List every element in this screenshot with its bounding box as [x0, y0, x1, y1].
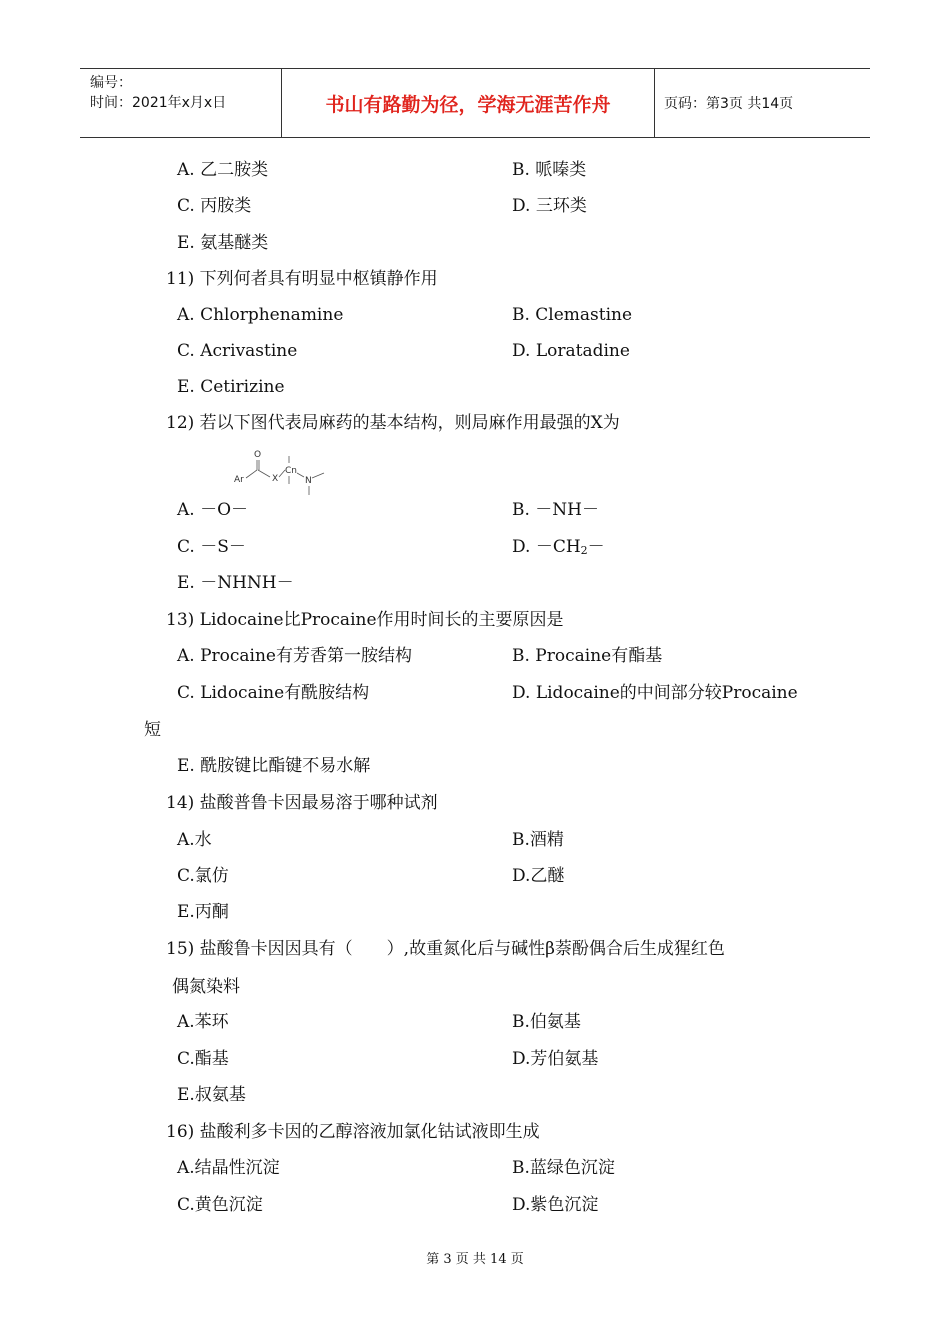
- option-continuation: 短: [144, 720, 161, 740]
- option: A.苯环: [177, 1012, 229, 1032]
- option: E. 酰胺键比酯键不易水解: [177, 756, 371, 776]
- option: E.丙酮: [177, 902, 229, 922]
- option: B. 哌嗪类: [512, 160, 587, 180]
- option: A.水: [177, 830, 212, 850]
- option: [512, 536, 605, 562]
- option: B.蓝绿色沉淀: [512, 1158, 615, 1178]
- option: B. Procaine有酯基: [512, 646, 663, 666]
- option: B.酒精: [512, 830, 564, 850]
- option: C. Acrivastine: [177, 341, 298, 361]
- option: E. －NHNH－: [177, 573, 294, 593]
- header-motto: 书山有路勤为径，学海无涯苦作舟: [325, 93, 611, 116]
- option: E. Cetirizine: [177, 377, 285, 397]
- option: E. 氨基醚类: [177, 233, 269, 253]
- option: A.结晶性沉淀: [177, 1158, 280, 1178]
- option: B. Clemastine: [512, 305, 633, 325]
- question-continuation: 偶氮染料: [172, 977, 240, 997]
- page-header: [80, 68, 870, 138]
- option: A. Chlorphenamine: [177, 305, 344, 325]
- header-divider: [654, 69, 655, 137]
- question-11: 11) 下列何者具有明显中枢镇静作用: [166, 269, 438, 289]
- question-12: 12) 若以下图代表局麻药的基本结构，则局麻作用最强的X为: [166, 413, 620, 433]
- option: A. 乙二胺类: [177, 160, 269, 180]
- structure-x: X: [272, 474, 279, 484]
- structure-ar: Ar: [234, 475, 244, 485]
- option: C.氯仿: [177, 866, 229, 886]
- option: D.乙醚: [512, 866, 565, 886]
- option: B.伯氨基: [512, 1012, 581, 1032]
- structure-cn: Cn: [285, 466, 297, 476]
- option: A. Procaine有芳香第一胺结构: [177, 646, 412, 666]
- header-page-info: 页码：第3页 共14页: [664, 96, 794, 112]
- option: A. －O－: [177, 500, 249, 520]
- subscript: 2: [580, 544, 588, 557]
- structure-o: O: [254, 450, 262, 460]
- question-16: 16) 盐酸利多卡因的乙醇溶液加氯化钴试液即生成: [166, 1122, 540, 1142]
- option: D. Loratadine: [512, 341, 630, 361]
- option-text: －: [587, 537, 605, 557]
- time-label: 时间：2021年x月x日: [90, 95, 227, 111]
- option-text: D. －CH: [512, 537, 581, 557]
- option: D.芳伯氨基: [512, 1049, 599, 1069]
- option: C. Lidocaine有酰胺结构: [177, 683, 370, 703]
- chemical-structure: [232, 448, 332, 498]
- page-footer: 第 3 页 共 14 页: [426, 1252, 524, 1267]
- number-label: 编号：: [90, 75, 132, 91]
- option: E.叔氨基: [177, 1085, 246, 1105]
- header-meta: [90, 73, 226, 113]
- option: C.黄色沉淀: [177, 1195, 263, 1215]
- option: C. 丙胺类: [177, 196, 252, 216]
- option: B. －NH－: [512, 500, 600, 520]
- option: C. －S－: [177, 537, 246, 557]
- question-15: 15) 盐酸鲁卡因因具有（ ）,故重氮化后与碱性β萘酚偶合后生成猩红色: [166, 939, 725, 959]
- option: D.紫色沉淀: [512, 1195, 599, 1215]
- question-14: 14) 盐酸普鲁卡因最易溶于哪种试剂: [166, 793, 438, 813]
- option: D. Lidocaine的中间部分较Procaine: [512, 683, 798, 703]
- structure-n: N: [305, 476, 312, 486]
- question-13: 13) Lidocaine比Procaine作用时间长的主要原因是: [166, 610, 564, 630]
- option: C.酯基: [177, 1049, 229, 1069]
- option: D. 三环类: [512, 196, 587, 216]
